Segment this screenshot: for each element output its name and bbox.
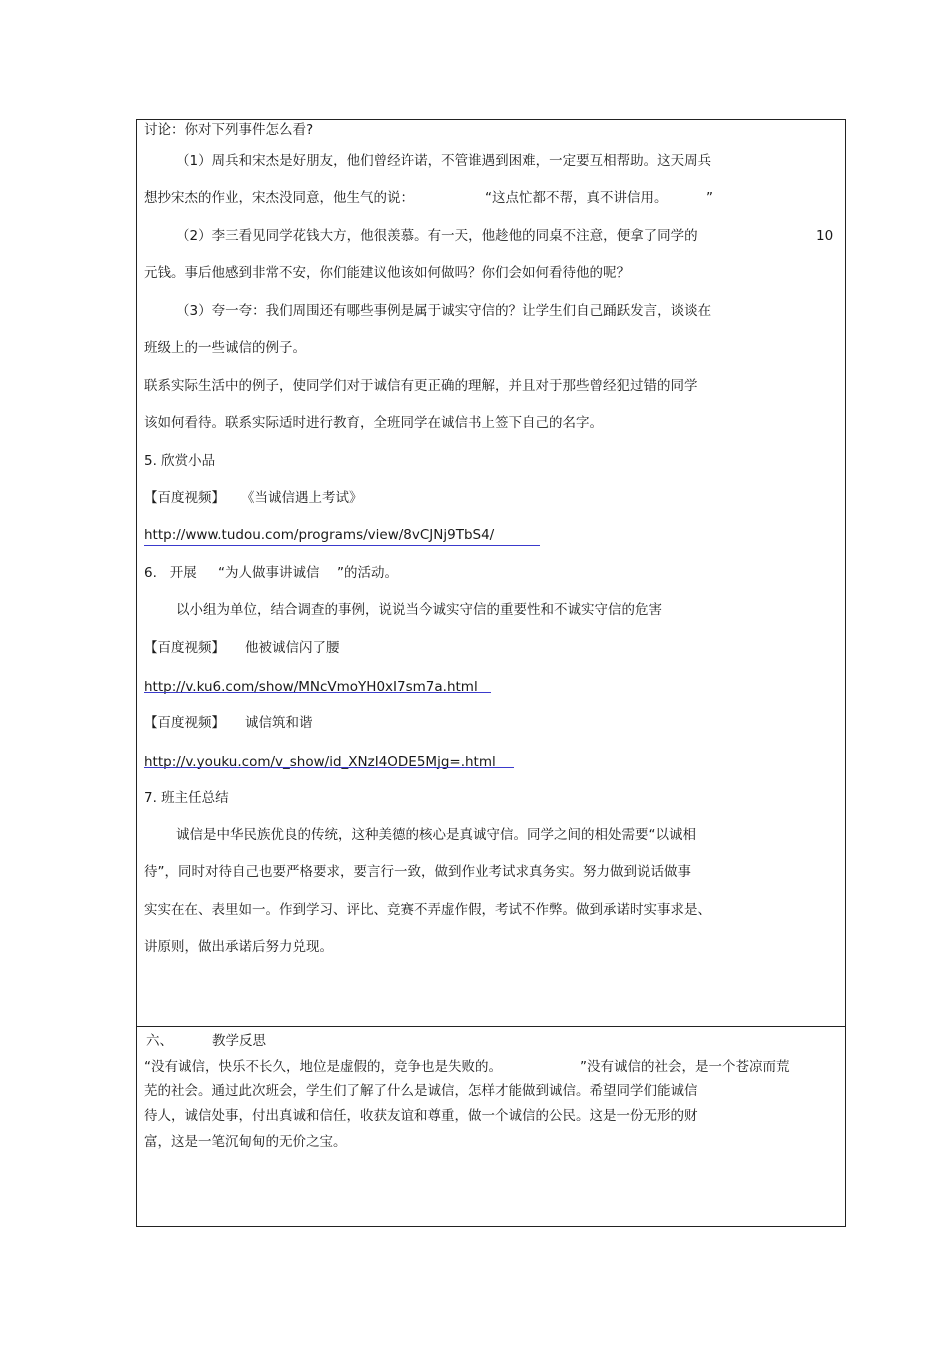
- video2-title: 他被诚信闪了腰: [245, 640, 340, 656]
- item3-line2: 班级上的一些诚信的例子。: [144, 340, 306, 356]
- step6-title-b: “为人做事讲诚信: [218, 565, 320, 581]
- reflection-heading-number: 六、: [146, 1033, 173, 1049]
- step5-title: 5. 欣赏小品: [144, 453, 216, 469]
- item2-number: 10: [816, 228, 834, 244]
- item2-line2: 元钱。事后他感到非常不安，你们能建议他该如何做吗？你们会如何看待他的呢？: [144, 265, 630, 281]
- item1-line2b: “这点忙都不帮，真不讲信用。: [485, 190, 668, 206]
- item1-line2c: ”: [706, 190, 713, 206]
- reflection-line1b: ”没有诚信的社会，是一个苍凉而荒: [580, 1059, 790, 1075]
- item1-line2a: 想抄宋杰的作业，宋杰没同意，他生气的说：: [144, 190, 414, 206]
- video3-link-underline: [144, 767, 514, 768]
- video2-link-underline: [144, 692, 491, 693]
- step6-title-c: ”的活动。: [337, 565, 398, 581]
- step6-text: 以小组为单位，结合调查的事例，说说当今诚实守信的重要性和不诚实守信的危害: [176, 602, 662, 618]
- item2-line1: （2）李三看见同学花钱大方，他很羡慕。有一天，他趁他的同桌不注意，便拿了同学的: [176, 228, 698, 244]
- summary-line2: 待”，同时对待自己也要严格要求，要言行一致，做到作业考试求真务实。努力做到说话做事: [144, 864, 691, 880]
- video3-tag: 【百度视频】: [144, 715, 225, 731]
- video1-title: 《当诚信遇上考试》: [241, 490, 363, 506]
- video3-link[interactable]: http://v.youku.com/v_show/id_XNzI4ODE5Mjg=.html: [144, 754, 496, 770]
- video2-tag: 【百度视频】: [144, 640, 225, 656]
- video1-link[interactable]: http://www.tudou.com/programs/view/8vCJNj9TbS4/: [144, 527, 495, 543]
- summary-line1: 诚信是中华民族优良的传统，这种美德的核心是真诚守信。同学之间的相处需要“以诚相: [176, 827, 696, 843]
- video3-title: 诚信筑和谐: [245, 715, 313, 731]
- reflection-heading: 教学反思: [212, 1033, 266, 1049]
- video1-tag: 【百度视频】: [144, 490, 225, 506]
- step6-title-a: 6. 开展: [144, 565, 197, 581]
- discussion-title: 讨论：你对下列事件怎么看?: [144, 122, 314, 138]
- step7-title: 7. 班主任总结: [144, 790, 229, 806]
- video2-link[interactable]: http://v.ku6.com/show/MNcVmoYH0xI7sm7a.html: [144, 679, 478, 695]
- item1-line1: （1）周兵和宋杰是好朋友，他们曾经许诺，不管谁遇到困难，一定要互相帮助。这天周兵: [176, 153, 712, 169]
- reflection-line2: 芜的社会。通过此次班会，学生们了解了什么是诚信，怎样才能做到诚信。希望同学们能诚信: [144, 1083, 698, 1099]
- reflection-line3: 待人，诚信处事，付出真诚和信任，收获友谊和尊重，做一个诚信的公民。这是一份无形的财: [144, 1108, 698, 1124]
- item3-line1: （3）夸一夸：我们周围还有哪些事例是属于诚实守信的？让学生们自己踊跃发言，谈谈在: [176, 303, 712, 319]
- teaching-reflection-box: [136, 1026, 846, 1227]
- video1-link-underline: [144, 545, 540, 546]
- summary-line4: 讲原则，做出承诺后努力兑现。: [144, 939, 333, 955]
- paragraph-line1: 联系实际生活中的例子，使同学们对于诚信有更正确的理解，并且对于那些曾经犯过错的同学: [144, 378, 698, 394]
- summary-line3: 实实在在、表里如一。作到学习、评比、竞赛不弄虚作假，考试不作弊。做到承诺时实事求是、: [144, 902, 711, 918]
- reflection-line4: 富，这是一笔沉甸甸的无价之宝。: [144, 1134, 347, 1150]
- reflection-line1a: “没有诚信，快乐不长久，地位是虚假的，竞争也是失败的。: [144, 1059, 502, 1075]
- paragraph-line2: 该如何看待。联系实际适时进行教育，全班同学在诚信书上签下自己的名字。: [144, 415, 603, 431]
